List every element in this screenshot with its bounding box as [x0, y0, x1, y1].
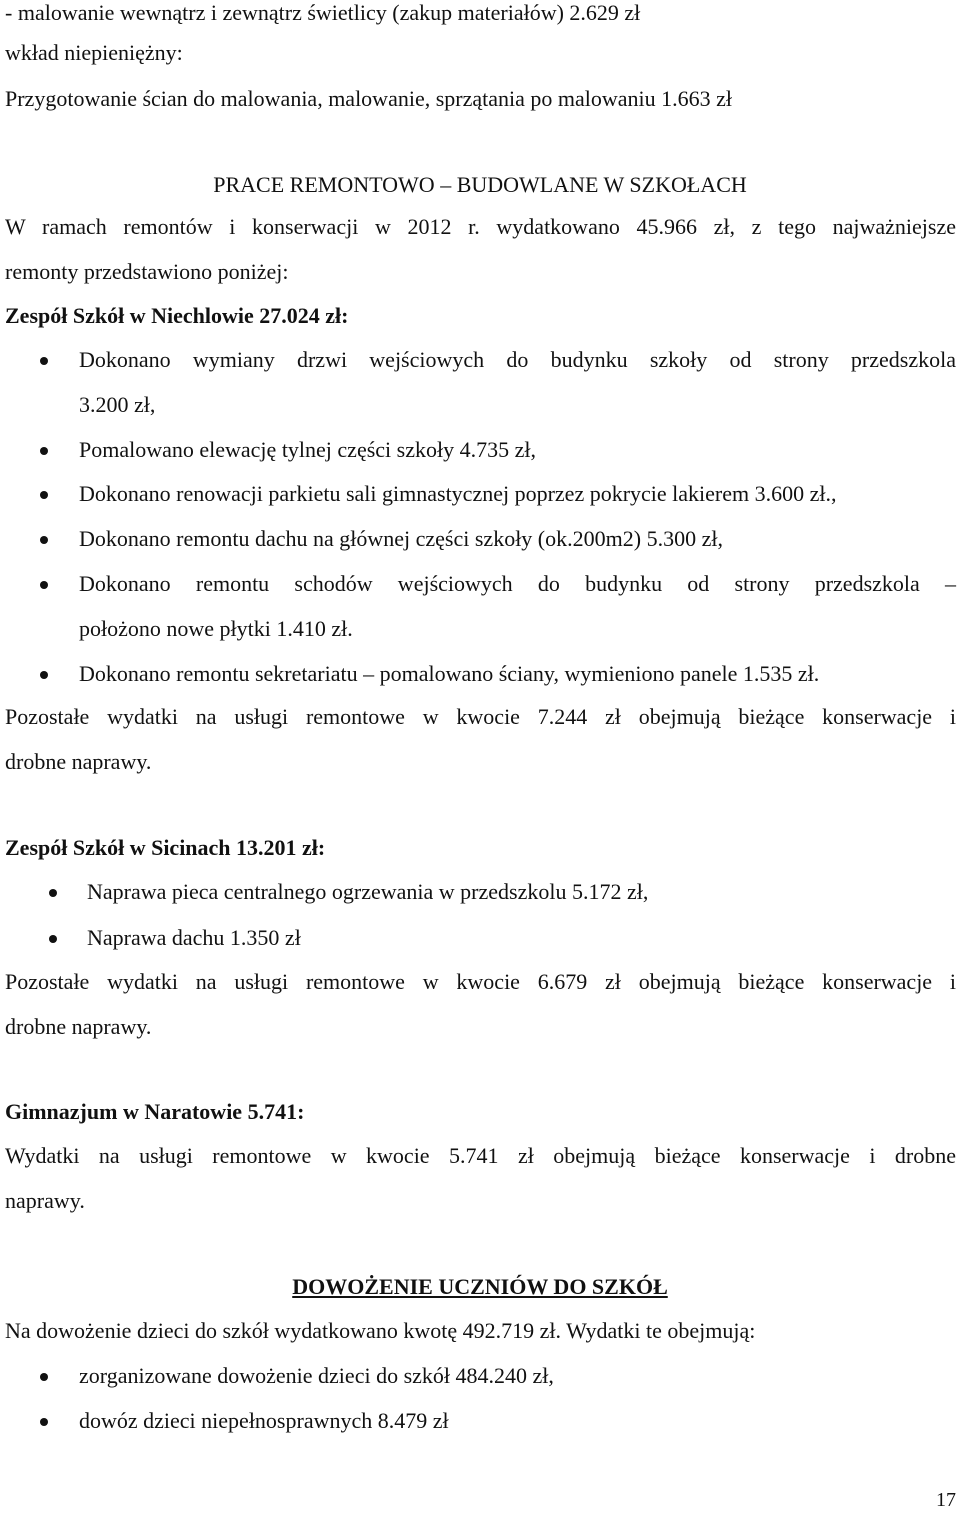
- niechlowie-item-1: Dokonano wymiany drzwi wejściowych do budynku szkoły od strony przedszkola: [79, 347, 956, 372]
- niechlowie-item-3: Dokonano renowacji parkietu sali gimnastycznej poprzez pokrycie lakierem 3.600 zł.,: [79, 481, 837, 506]
- transport-item-1: zorganizowane dowożenie dzieci do szkół 484.240 zł,: [79, 1363, 554, 1388]
- bullet-icon: [40, 447, 48, 455]
- page-number: 17: [936, 1489, 956, 1511]
- niechlowie-item-4: Dokonano remontu dachu na głównej części szkoły (ok.200m2) 5.300 zł,: [79, 526, 723, 551]
- bullet-icon: [40, 581, 48, 589]
- bullet-icon: [49, 935, 57, 943]
- sicinach-other-line-1: Pozostałe wydatki na usługi remontowe w kwocie 6.679 zł obejmują bieżące konserwacje i: [5, 969, 956, 994]
- intro-line-3: Przygotowanie ścian do malowania, malowanie, sprzątania po malowaniu 1.663 zł: [5, 86, 733, 111]
- sicinach-other-line-2: drobne naprawy.: [5, 1014, 152, 1039]
- sicinach-item-2: Naprawa dachu 1.350 zł: [87, 925, 301, 950]
- niechlowie-item-6: Dokonano remontu sekretariatu – pomalowano ściany, wymieniono panele 1.535 zł.: [79, 661, 820, 686]
- niechlowie-item-5: Dokonano remontu schodów wejściowych do budynku od strony przedszkola –: [79, 571, 956, 596]
- bullet-icon: [49, 889, 57, 897]
- niechlowie-item-1-cont: 3.200 zł,: [79, 392, 156, 417]
- bullet-icon: [40, 671, 48, 679]
- bullet-icon: [40, 1418, 48, 1426]
- sicinach-item-1: Naprawa pieca centralnego ogrzewania w przedszkolu 5.172 zł,: [87, 879, 649, 904]
- niechlowie-title: Zespół Szkół w Niechlowie 27.024 zł:: [5, 303, 349, 328]
- bullet-icon: [40, 1373, 48, 1381]
- niechlowie-item-5-cont: położono nowe płytki 1.410 zł.: [79, 616, 353, 641]
- renovation-summary-line-2: remonty przedstawiono poniżej:: [5, 259, 289, 284]
- naratow-title: Gimnazjum w Naratowie 5.741:: [5, 1099, 305, 1124]
- naratow-text-line-2: naprawy.: [5, 1188, 85, 1213]
- niechlowie-other-line-1: Pozostałe wydatki na usługi remontowe w kwocie 7.244 zł obejmują bieżące konserwacje i: [5, 704, 956, 729]
- bullet-icon: [40, 491, 48, 499]
- renovation-heading: PRACE REMONTOWO – BUDOWLANE W SZKOŁACH: [213, 172, 747, 197]
- renovation-summary-line-1: W ramach remontów i konserwacji w 2012 r. wydatkowano 45.966 zł, z tego najważniejsze: [5, 214, 956, 239]
- transport-item-2: dowóz dzieci niepełnosprawnych 8.479 zł: [79, 1408, 449, 1433]
- niechlowie-other-line-2: drobne naprawy.: [5, 749, 152, 774]
- transport-text: Na dowożenie dzieci do szkół wydatkowano kwotę 492.719 zł. Wydatki te obejmują:: [5, 1318, 756, 1343]
- niechlowie-item-2: Pomalowano elewację tylnej części szkoły 4.735 zł,: [79, 437, 536, 462]
- bullet-icon: [40, 357, 48, 365]
- intro-line-1: - malowanie wewnątrz i zewnątrz świetlicy (zakup materiałów) 2.629 zł: [5, 0, 641, 25]
- sicinach-title: Zespół Szkół w Sicinach 13.201 zł:: [5, 835, 326, 860]
- transport-heading: DOWOŻENIE UCZNIÓW DO SZKÓŁ: [292, 1274, 668, 1299]
- naratow-text-line-1: Wydatki na usługi remontowe w kwocie 5.741 zł obejmują bieżące konserwacje i drobne: [5, 1143, 956, 1168]
- intro-line-2: wkład niepieniężny:: [5, 40, 183, 65]
- bullet-icon: [40, 536, 48, 544]
